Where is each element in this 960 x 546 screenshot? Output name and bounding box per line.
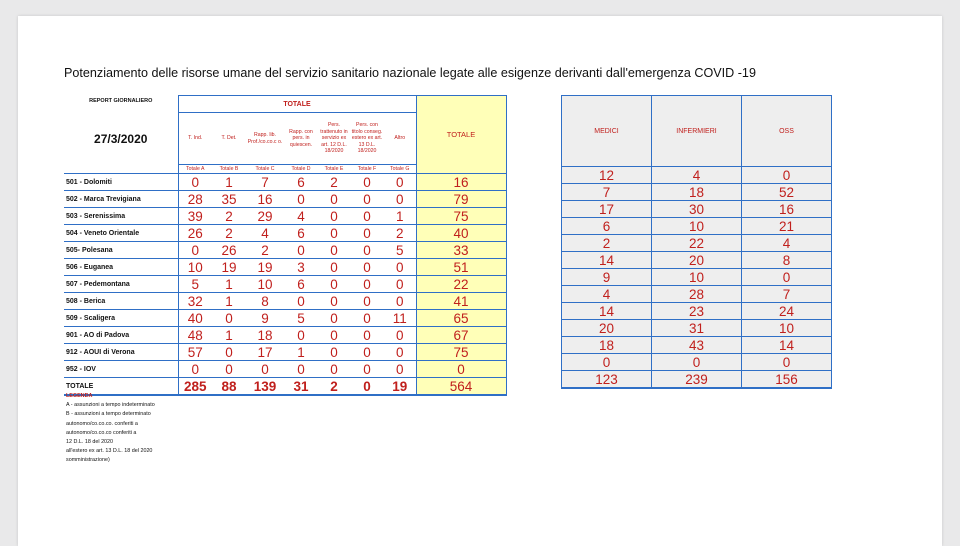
row-label: 507 - Pedemontana xyxy=(64,276,178,293)
staff-row xyxy=(562,184,832,201)
value-cell: 19 xyxy=(212,259,246,276)
value-cell: 4 xyxy=(284,208,318,225)
value-cell: 5 xyxy=(284,310,318,327)
value-cell: 0 xyxy=(350,208,384,225)
value-cell: 0 xyxy=(384,327,416,344)
staff-row xyxy=(562,218,832,235)
row-label: 501 - Dolomiti xyxy=(64,174,178,191)
value-cell: 26 xyxy=(178,225,212,242)
value-cell: 32 xyxy=(178,293,212,310)
staff-value-cell: 4 xyxy=(562,286,652,303)
staff-value-cell: 20 xyxy=(652,252,742,269)
legend-line: 12 D.L. 18 del 2020 xyxy=(66,439,114,446)
table-row xyxy=(64,259,506,276)
staff-value-cell: 0 xyxy=(742,354,832,371)
value-cell: 0 xyxy=(350,242,384,259)
row-label: 506 - Euganea xyxy=(64,259,178,276)
staff-value-cell: 18 xyxy=(562,337,652,354)
value-cell: 0 xyxy=(350,310,384,327)
staff-value-cell: 18 xyxy=(652,184,742,201)
staff-value-cell: 123 xyxy=(562,371,652,389)
staff-value-cell: 17 xyxy=(562,201,652,218)
value-cell: 0 xyxy=(212,361,246,378)
staff-value-cell: 10 xyxy=(742,320,832,337)
value-cell: 2 xyxy=(212,208,246,225)
row-total: 67 xyxy=(416,327,506,344)
staff-row xyxy=(562,286,832,303)
value-cell: 16 xyxy=(246,191,284,208)
staff-value-cell: 30 xyxy=(652,201,742,218)
value-cell: 0 xyxy=(350,327,384,344)
table-row xyxy=(64,208,506,225)
value-cell: 0 xyxy=(318,259,350,276)
value-cell: 0 xyxy=(284,327,318,344)
value-cell: 0 xyxy=(318,242,350,259)
page-title: Potenziamento delle risorse umane del servizio sanitario nazionale legate alle esigenze derivanti dall'emergenza COVID -19 xyxy=(64,66,756,80)
staff-row xyxy=(562,303,832,320)
value-cell: 11 xyxy=(384,310,416,327)
staff-value-cell: 7 xyxy=(742,286,832,303)
table-row xyxy=(64,310,506,327)
column-sublabel: Totale C xyxy=(246,165,284,174)
totale-group-header: TOTALE xyxy=(178,96,416,113)
report-table xyxy=(64,95,507,396)
row-label: 505- Polesana xyxy=(64,242,178,259)
value-cell: 0 xyxy=(284,361,318,378)
row-total: 33 xyxy=(416,242,506,259)
staff-value-cell: 156 xyxy=(742,371,832,389)
row-label: TOTALE xyxy=(64,378,178,396)
value-cell: 0 xyxy=(318,276,350,293)
value-cell: 0 xyxy=(350,225,384,242)
table-row xyxy=(64,344,506,361)
staff-column-header: INFERMIERI xyxy=(652,96,742,167)
row-label: 952 - IOV xyxy=(64,361,178,378)
staff-row xyxy=(562,167,832,184)
value-cell: 0 xyxy=(384,191,416,208)
row-total: 51 xyxy=(416,259,506,276)
header-spacer xyxy=(64,165,178,174)
report-label: REPORT GIORNALIERO xyxy=(89,97,153,104)
row-label: 504 - Veneto Orientale xyxy=(64,225,178,242)
column-sublabel: Totale B xyxy=(212,165,246,174)
value-cell: 39 xyxy=(178,208,212,225)
value-cell: 1 xyxy=(384,208,416,225)
table-row xyxy=(64,225,506,242)
value-cell: 6 xyxy=(284,174,318,191)
column-header: T. Det. xyxy=(212,113,246,165)
value-cell: 0 xyxy=(284,191,318,208)
report-date: 27/3/2020 xyxy=(94,131,148,146)
legend-line: autonomo/co.co.co. conferiti a xyxy=(66,420,138,427)
value-cell: 0 xyxy=(384,344,416,361)
staff-value-cell: 9 xyxy=(562,269,652,286)
value-cell: 2 xyxy=(318,174,350,191)
legend-line: B - assunzioni a tempo determinato xyxy=(66,411,151,418)
row-total: 41 xyxy=(416,293,506,310)
staff-value-cell: 0 xyxy=(742,167,832,184)
value-cell: 285 xyxy=(178,378,212,396)
totale-column-header: TOTALE xyxy=(416,96,506,174)
staff-value-cell: 20 xyxy=(562,320,652,337)
value-cell: 2 xyxy=(246,242,284,259)
column-sublabel: Totale E xyxy=(318,165,350,174)
value-cell: 29 xyxy=(246,208,284,225)
row-label: 912 - AOUI di Verona xyxy=(64,344,178,361)
value-cell: 0 xyxy=(284,242,318,259)
value-cell: 35 xyxy=(212,191,246,208)
value-cell: 139 xyxy=(246,378,284,396)
staff-column-header: OSS xyxy=(742,96,832,167)
value-cell: 6 xyxy=(284,276,318,293)
staff-value-cell: 21 xyxy=(742,218,832,235)
staff-value-cell: 52 xyxy=(742,184,832,201)
value-cell: 9 xyxy=(246,310,284,327)
staff-value-cell: 31 xyxy=(652,320,742,337)
value-cell: 10 xyxy=(246,276,284,293)
value-cell: 0 xyxy=(318,310,350,327)
staff-value-cell: 6 xyxy=(562,218,652,235)
column-header: Rapp. con pers. in quiescen. xyxy=(284,113,318,165)
column-header: Pers. con titolo conseg. estero ex art. 13 D.L. 18/2020 xyxy=(350,113,384,165)
staff-value-cell: 8 xyxy=(742,252,832,269)
value-cell: 2 xyxy=(318,378,350,396)
value-cell: 6 xyxy=(284,225,318,242)
value-cell: 0 xyxy=(318,361,350,378)
row-label: 509 - Scaligera xyxy=(64,310,178,327)
staff-value-cell: 0 xyxy=(742,269,832,286)
value-cell: 1 xyxy=(284,344,318,361)
row-total: 79 xyxy=(416,191,506,208)
value-cell: 0 xyxy=(318,225,350,242)
value-cell: 4 xyxy=(246,225,284,242)
value-cell: 0 xyxy=(318,208,350,225)
table-row xyxy=(64,276,506,293)
table-row xyxy=(64,191,506,208)
value-cell: 8 xyxy=(246,293,284,310)
staff-value-cell: 0 xyxy=(652,354,742,371)
value-cell: 0 xyxy=(350,259,384,276)
value-cell: 0 xyxy=(318,327,350,344)
value-cell: 0 xyxy=(318,191,350,208)
value-cell: 0 xyxy=(212,344,246,361)
value-cell: 57 xyxy=(178,344,212,361)
staff-value-cell: 7 xyxy=(562,184,652,201)
staff-row xyxy=(562,201,832,218)
staff-totals-row xyxy=(562,371,832,389)
legend-title: LEGENDA xyxy=(66,393,93,399)
row-total: 75 xyxy=(416,344,506,361)
value-cell: 0 xyxy=(350,293,384,310)
value-cell: 0 xyxy=(318,293,350,310)
staff-row xyxy=(562,320,832,337)
value-cell: 28 xyxy=(178,191,212,208)
value-cell: 0 xyxy=(384,276,416,293)
row-total: 65 xyxy=(416,310,506,327)
value-cell: 0 xyxy=(178,361,212,378)
value-cell: 26 xyxy=(212,242,246,259)
staff-value-cell: 24 xyxy=(742,303,832,320)
staff-value-cell: 4 xyxy=(742,235,832,252)
value-cell: 0 xyxy=(212,310,246,327)
staff-row xyxy=(562,337,832,354)
staff-row xyxy=(562,269,832,286)
value-cell: 48 xyxy=(178,327,212,344)
staff-value-cell: 28 xyxy=(652,286,742,303)
row-label: 901 - AO di Padova xyxy=(64,327,178,344)
value-cell: 3 xyxy=(284,259,318,276)
value-cell: 1 xyxy=(212,293,246,310)
value-cell: 19 xyxy=(246,259,284,276)
staff-column-header: MEDICI xyxy=(562,96,652,167)
value-cell: 0 xyxy=(350,378,384,396)
staff-value-cell: 16 xyxy=(742,201,832,218)
value-cell: 2 xyxy=(384,225,416,242)
legend-line: A - assunzioni a tempo indeterminato xyxy=(66,402,155,409)
value-cell: 0 xyxy=(350,344,384,361)
staff-value-cell: 14 xyxy=(562,252,652,269)
row-total: 75 xyxy=(416,208,506,225)
legend-line: all'estero ex art. 13 D.L. 18 del 2020 xyxy=(66,448,153,455)
value-cell: 1 xyxy=(212,276,246,293)
value-cell: 0 xyxy=(350,361,384,378)
row-label: 503 - Serenissima xyxy=(64,208,178,225)
staff-value-cell: 14 xyxy=(562,303,652,320)
value-cell: 31 xyxy=(284,378,318,396)
staff-value-cell: 12 xyxy=(562,167,652,184)
table-row xyxy=(64,174,506,191)
table-row xyxy=(64,361,506,378)
value-cell: 18 xyxy=(246,327,284,344)
value-cell: 0 xyxy=(178,174,212,191)
column-header: Rapp. lib. Prof./co.co.c o. xyxy=(246,113,284,165)
staff-value-cell: 0 xyxy=(562,354,652,371)
row-total: 40 xyxy=(416,225,506,242)
value-cell: 5 xyxy=(384,242,416,259)
value-cell: 1 xyxy=(212,174,246,191)
staff-value-cell: 10 xyxy=(652,269,742,286)
value-cell: 10 xyxy=(178,259,212,276)
row-label: 508 - Berica xyxy=(64,293,178,310)
staff-value-cell: 239 xyxy=(652,371,742,389)
value-cell: 0 xyxy=(384,293,416,310)
value-cell: 0 xyxy=(350,174,384,191)
column-header: Pers. trattenuto in servizio ex art. 12 D.L. 18/2020 xyxy=(318,113,350,165)
value-cell: 0 xyxy=(384,174,416,191)
value-cell: 2 xyxy=(212,225,246,242)
staff-value-cell: 2 xyxy=(562,235,652,252)
staff-value-cell: 43 xyxy=(652,337,742,354)
staff-value-cell: 10 xyxy=(652,218,742,235)
value-cell: 0 xyxy=(246,361,284,378)
legend-line: autonomo/co.co.co conferiti a xyxy=(66,429,137,436)
staff-value-cell: 14 xyxy=(742,337,832,354)
legend xyxy=(66,392,155,466)
table-row xyxy=(64,327,506,344)
value-cell: 5 xyxy=(178,276,212,293)
value-cell: 40 xyxy=(178,310,212,327)
value-cell: 0 xyxy=(384,259,416,276)
value-cell: 0 xyxy=(318,344,350,361)
table-row xyxy=(64,293,506,310)
column-sublabel: Totale F xyxy=(350,165,384,174)
column-header: Altro xyxy=(384,113,416,165)
staff-value-cell: 4 xyxy=(652,167,742,184)
row-total: 16 xyxy=(416,174,506,191)
value-cell: 0 xyxy=(284,293,318,310)
staff-row xyxy=(562,354,832,371)
column-sublabel: Totale A xyxy=(178,165,212,174)
staff-row xyxy=(562,235,832,252)
row-total: 0 xyxy=(416,361,506,378)
column-header: T. Ind. xyxy=(178,113,212,165)
staff-table xyxy=(561,95,832,389)
column-sublabel: Totale G xyxy=(384,165,416,174)
row-label: 502 - Marca Trevigiana xyxy=(64,191,178,208)
staff-value-cell: 22 xyxy=(652,235,742,252)
legend-line: somministrazione) xyxy=(66,457,110,464)
table-row xyxy=(64,242,506,259)
value-cell: 0 xyxy=(178,242,212,259)
row-total: 22 xyxy=(416,276,506,293)
value-cell: 88 xyxy=(212,378,246,396)
value-cell: 0 xyxy=(384,361,416,378)
column-sublabel: Totale D xyxy=(284,165,318,174)
value-cell: 19 xyxy=(384,378,416,396)
value-cell: 0 xyxy=(350,276,384,293)
staff-row xyxy=(562,252,832,269)
row-total: 564 xyxy=(416,378,506,396)
value-cell: 0 xyxy=(350,191,384,208)
value-cell: 7 xyxy=(246,174,284,191)
staff-value-cell: 23 xyxy=(652,303,742,320)
value-cell: 17 xyxy=(246,344,284,361)
value-cell: 1 xyxy=(212,327,246,344)
